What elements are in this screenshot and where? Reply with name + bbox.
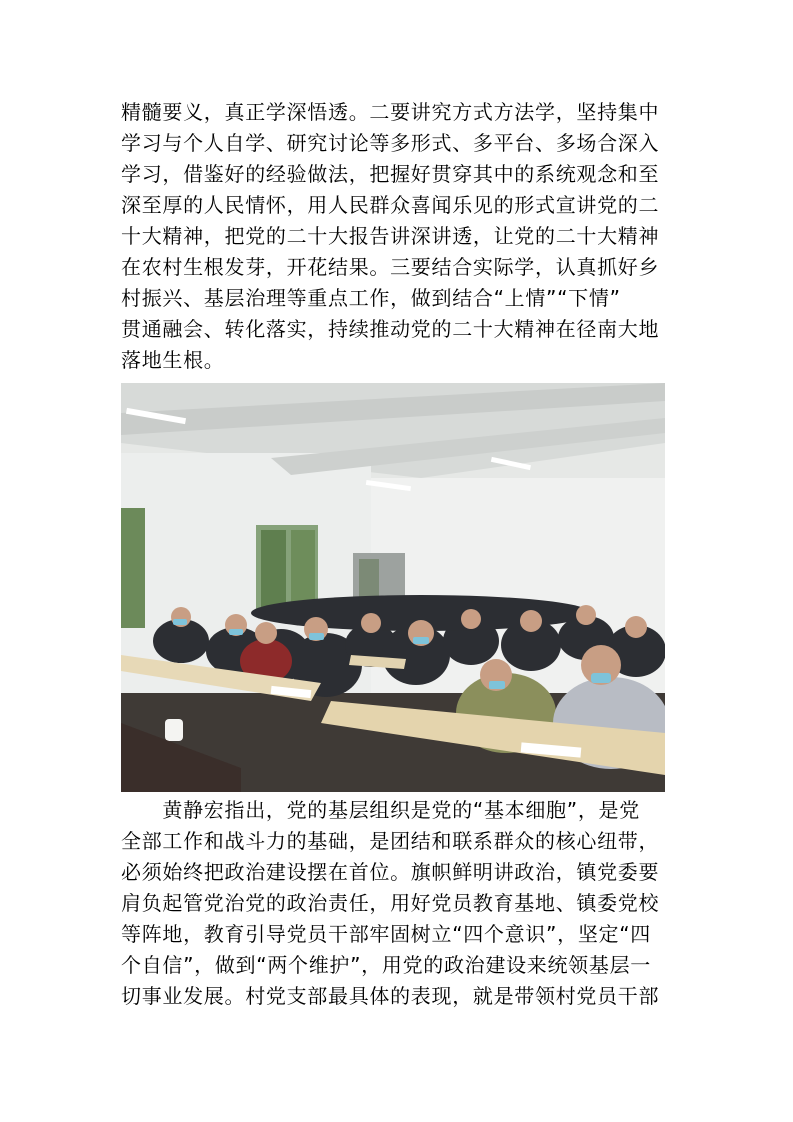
text-line: 全部工作和战斗力的基础，是团结和联系群众的核心纽带， [121,829,660,853]
paragraph-1 [121,97,673,376]
text-line: 深至厚的人民情怀，用人民群众喜闻乐见的形式宣讲党的二 [121,193,660,217]
text-line: 十大精神，把党的二十大报告讲深讲透，让党的二十大精神 [121,224,660,248]
text-line: 贯通融会、转化落实，持续推动党的二十大精神在径南大地 [121,317,660,341]
text-line: 学习，借鉴好的经验做法，把握好贯穿其中的系统观念和至 [121,162,660,186]
text-line: 村振兴、基层治理等重点工作，做到结合“上情”“下情” [121,286,621,310]
text-line: 在农村生根发芽，开花结果。三要结合实际学，认真抓好乡 [121,255,660,279]
text-line: 学习与个人自学、研究讨论等多形式、多平台、多场合深入 [121,131,660,155]
text-line: 黄静宏指出，党的基层组织是党的“基本细胞”，是党 [121,798,640,822]
paragraph-2 [121,795,673,1012]
text-line: 肩负起管党治党的政治责任，用好党员教育基地、镇委党校 [121,891,660,915]
text-line: 切事业发展。村党支部最具体的表现，就是带领村党员干部 [121,984,660,1008]
text-line: 精髓要义，真正学深悟透。二要讲究方式方法学，坚持集中 [121,100,660,124]
text-line: 落地生根。 [121,348,225,372]
text-line: 个自信”，做到“两个维护”，用党的政治建设来统领基层一 [121,953,651,977]
meeting-photo [121,383,665,792]
meeting-room-illustration [121,383,665,792]
text-line: 必须始终把政治建设摆在首位。旗帜鲜明讲政治，镇党委要 [121,860,660,884]
text-line: 等阵地，教育引导党员干部牢固树立“四个意识”，坚定“四 [121,922,651,946]
